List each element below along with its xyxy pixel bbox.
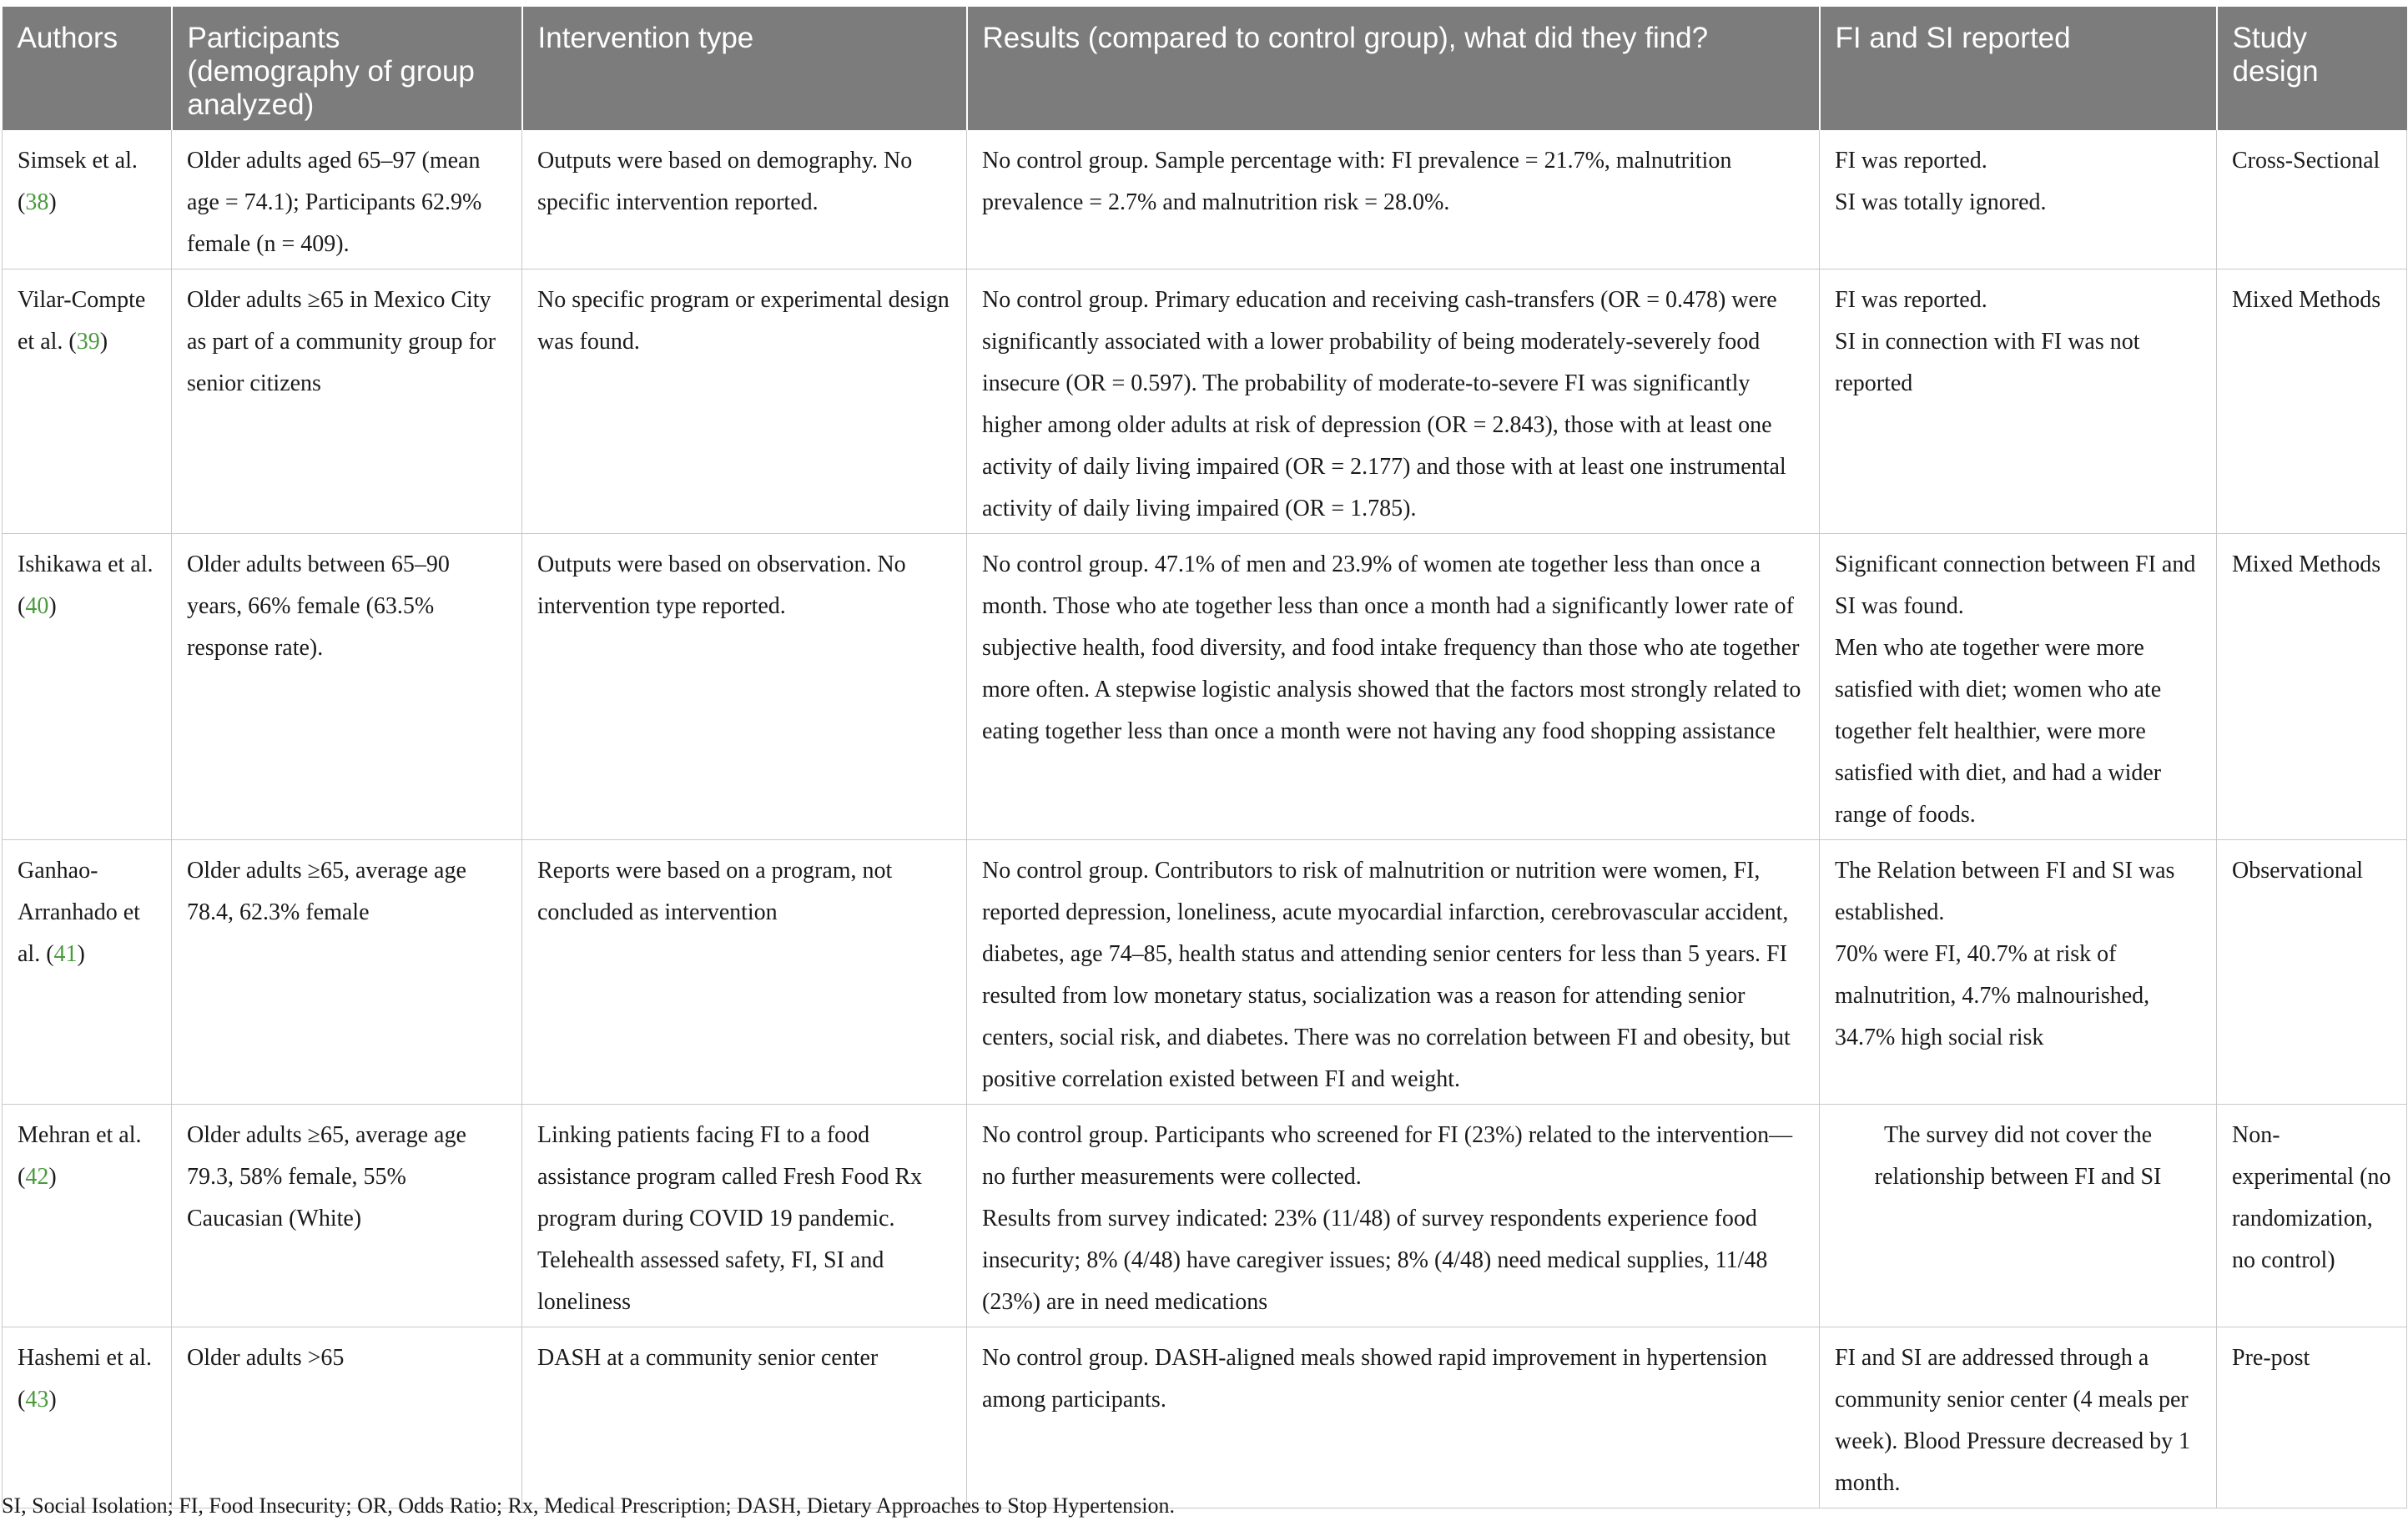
cell-authors <box>3 534 172 840</box>
reference-link[interactable]: 39 <box>76 329 100 355</box>
fi-si-line: Men who ate together were more satisfied with diet; women who ate together felt healthier, were more satisfied with diet, and had a wider range of foods. <box>1835 635 2162 828</box>
cell-intervention: No specific program or experimental design was found. <box>522 269 967 534</box>
fi-si-line: Significant connection between FI and SI was found. <box>1835 551 2196 619</box>
table-row <box>3 1105 2407 1327</box>
author-name: Ganhao-Arranhado et al. ( <box>18 858 140 967</box>
cell-intervention: DASH at a community senior center <box>522 1327 967 1508</box>
cell-intervention: Outputs were based on observation. No intervention type reported. <box>522 534 967 840</box>
fi-si-line: FI was reported. <box>1835 287 1987 313</box>
cell-intervention: Linking patients facing FI to a food assistance program called Fresh Food Rx program during COVID 19 pandemic. Telehealth assessed safety, FI, SI and loneliness <box>522 1105 967 1327</box>
author-name: Vilar-Compte et al. ( <box>18 287 146 355</box>
cell-design: Mixed Methods <box>2217 534 2407 840</box>
cell-design: Pre-post <box>2217 1327 2407 1508</box>
cell-participants: Older adults aged 65–97 (mean age = 74.1); Participants 62.9% female (n = 409). <box>172 130 522 269</box>
fi-si-line: FI was reported. <box>1835 148 1987 174</box>
author-paren: ) <box>48 593 57 619</box>
header-participants: Participants (demography of group analyzed) <box>172 7 522 130</box>
cell-authors <box>3 1327 172 1508</box>
cell-fi-si <box>1820 840 2217 1105</box>
cell-intervention: Reports were based on a program, not concluded as intervention <box>522 840 967 1105</box>
table-header-row <box>3 7 2407 130</box>
cell-results: No control group. Sample percentage with: FI prevalence = 21.7%, malnutrition prevalence = 2.7% and malnutrition risk = 28.0%. <box>967 130 1820 269</box>
cell-authors <box>3 269 172 534</box>
results-line: Results from survey indicated: 23% (11/48) of survey respondents experience food insecurity; 8% (4/48) have caregiver issues; 8% (4/48) need medical supplies, 11/48 (23%) are in need medications <box>982 1206 1768 1315</box>
author-name: Mehran et al. ( <box>18 1122 142 1190</box>
fi-si-line: 70% were FI, 40.7% at risk of malnutrition, 4.7% malnourished, 34.7% high social risk <box>1835 941 2150 1050</box>
fi-si-line: SI was totally ignored. <box>1835 189 2047 215</box>
cell-authors <box>3 130 172 269</box>
cell-results <box>967 1105 1820 1327</box>
header-intervention-type: Intervention type <box>522 7 967 130</box>
author-paren: ) <box>48 189 57 215</box>
header-fi-si-reported: FI and SI reported <box>1820 7 2217 130</box>
reference-link[interactable]: 40 <box>25 593 49 619</box>
fi-si-line: FI and SI are addressed through a community senior center (4 meals per week). Blood Pressure decreased by 1 month. <box>1835 1345 2191 1496</box>
cell-design: Observational <box>2217 840 2407 1105</box>
reference-link[interactable]: 42 <box>25 1164 49 1190</box>
fi-si-line: SI in connection with FI was not reported <box>1835 329 2140 396</box>
table-footnote: SI, Social Isolation; FI, Food Insecurity; OR, Odds Ratio; Rx, Medical Prescription; DASH, Dietary Approaches to Stop Hypertension. <box>2 1493 1176 1518</box>
cell-participants: Older adults ≥65, average age 79.3, 58% female, 55% Caucasian (White) <box>172 1105 522 1327</box>
results-line: No control group. Participants who screened for FI (23%) related to the intervention—no further measurements were collected. <box>982 1122 1793 1190</box>
table-row <box>3 1327 2407 1508</box>
author-paren: ) <box>77 941 85 967</box>
table-row <box>3 840 2407 1105</box>
author-paren: ) <box>48 1164 57 1190</box>
cell-fi-si <box>1820 269 2217 534</box>
cell-participants: Older adults >65 <box>172 1327 522 1508</box>
cell-fi-si <box>1820 1327 2217 1508</box>
cell-participants: Older adults between 65–90 years, 66% female (63.5% response rate). <box>172 534 522 840</box>
cell-authors <box>3 840 172 1105</box>
reference-link[interactable]: 38 <box>25 189 49 215</box>
author-name: Hashemi et al. ( <box>18 1345 152 1413</box>
author-paren: ) <box>48 1387 57 1413</box>
cell-fi-si <box>1820 1105 2217 1327</box>
study-table-container <box>2 7 2406 1508</box>
table-row <box>3 130 2407 269</box>
author-paren: ) <box>99 329 108 355</box>
cell-results: No control group. DASH-aligned meals showed rapid improvement in hypertension among participants. <box>967 1327 1820 1508</box>
fi-si-line: The survey did not cover the relationship between FI and SI <box>1874 1122 2162 1190</box>
reference-link[interactable]: 43 <box>25 1387 49 1413</box>
cell-results: No control group. 47.1% of men and 23.9% of women ate together less than once a month. Those who ate together less than once a month had a significantly lower rate of subjective health, food diversity, and food intake frequency than those who ate together more often. A stepwise logistic analysis showed that the factors most strongly related to eating together less than once a month were not having any food shopping assistance <box>967 534 1820 840</box>
cell-results: No control group. Primary education and receiving cash-transfers (OR = 0.478) were significantly associated with a lower probability of being moderately-severely food insecure (OR = 0.597). The probability of moderate-to-severe FI was significantly higher among older adults at risk of depression (OR = 2.843), those with at least one activity of daily living impaired (OR = 2.177) and those with at least one instrumental activity of daily living impaired (OR = 1.785). <box>967 269 1820 534</box>
reference-link[interactable]: 41 <box>53 941 78 967</box>
cell-design: Non-experimental (no randomization, no control) <box>2217 1105 2407 1327</box>
cell-results: No control group. Contributors to risk of malnutrition or nutrition were women, FI, reported depression, loneliness, acute myocardial infarction, cerebrovascular accident, diabetes, age 74–85, health status and attending senior centers for less than 5 years. FI resulted from low monetary status, socialization was a reason for attending senior centers, social risk, and diabetes. There was no correlation between FI and obesity, but positive correlation existed between FI and weight. <box>967 840 1820 1105</box>
author-name: Ishikawa et al. ( <box>18 551 154 619</box>
cell-design: Mixed Methods <box>2217 269 2407 534</box>
cell-intervention: Outputs were based on demography. No specific intervention reported. <box>522 130 967 269</box>
cell-participants: Older adults ≥65, average age 78.4, 62.3% female <box>172 840 522 1105</box>
header-study-design: Study design <box>2217 7 2407 130</box>
cell-participants: Older adults ≥65 in Mexico City as part of a community group for senior citizens <box>172 269 522 534</box>
header-authors: Authors <box>3 7 172 130</box>
author-name: Simsek et al. ( <box>18 148 138 215</box>
cell-fi-si <box>1820 130 2217 269</box>
studies-table <box>2 7 2407 1508</box>
cell-authors <box>3 1105 172 1327</box>
table-row <box>3 534 2407 840</box>
header-results: Results (compared to control group), what did they find? <box>967 7 1820 130</box>
table-row <box>3 269 2407 534</box>
fi-si-line: The Relation between FI and SI was established. <box>1835 858 2175 925</box>
cell-fi-si <box>1820 534 2217 840</box>
cell-design: Cross-Sectional <box>2217 130 2407 269</box>
